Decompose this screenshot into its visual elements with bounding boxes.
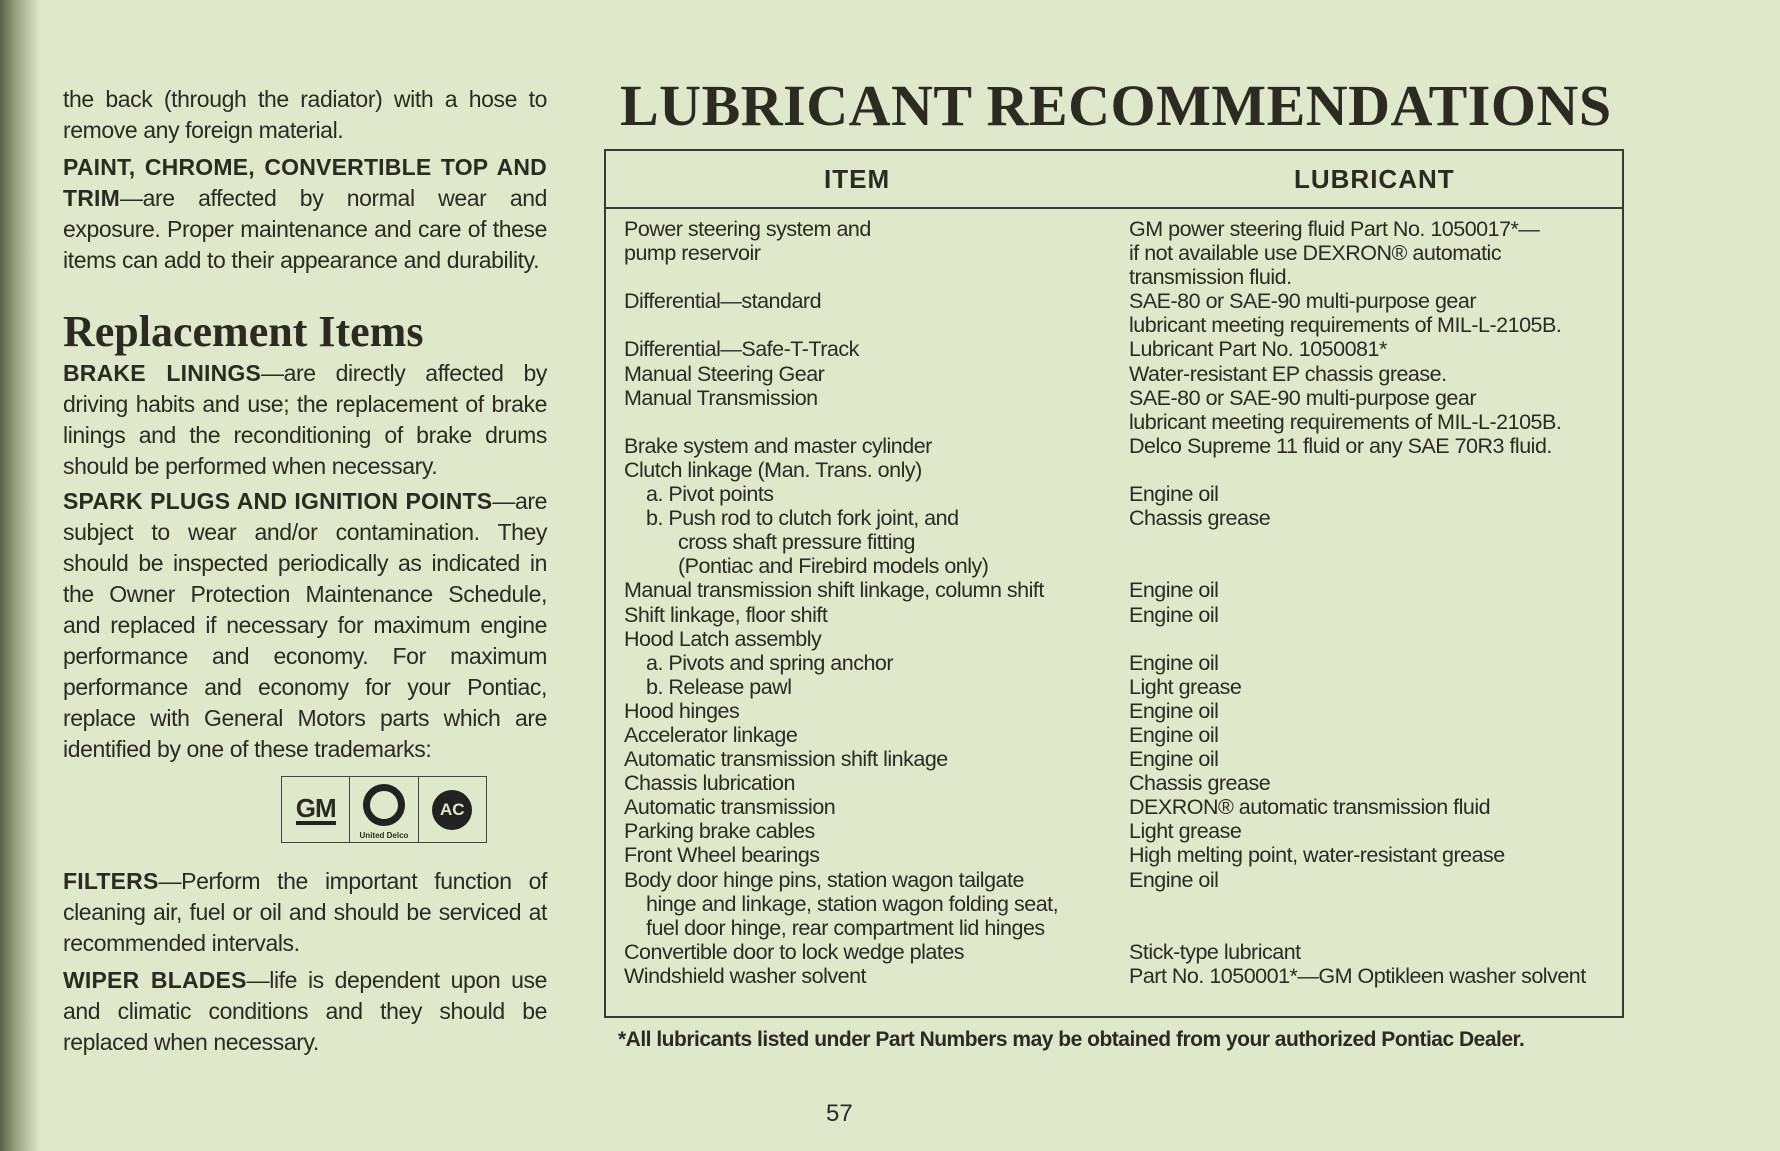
item-line: Chassis lubrication (624, 771, 795, 796)
lubricant-line: if not available use DEXRON® automatic (1129, 241, 1502, 266)
item-line: Hood Latch assembly (624, 626, 822, 651)
page-title: LUBRICANT RECOMMENDATIONS (620, 73, 1612, 138)
item-cell (624, 940, 1129, 964)
item-cell (624, 771, 1129, 795)
table-row (624, 843, 1612, 867)
item-cell (624, 386, 1129, 434)
item-line: Hood hinges (624, 698, 740, 723)
table-row (624, 964, 1612, 988)
item-cell (624, 458, 1129, 482)
lubricant-cell (1129, 603, 1612, 627)
page-binding-shadow (0, 0, 40, 1151)
item-cell (624, 362, 1129, 386)
item-cell (624, 723, 1129, 747)
lubricant-line: Engine oil (1129, 578, 1219, 603)
item-cell (624, 699, 1129, 723)
lubricant-cell (1129, 675, 1612, 699)
paragraph-continued: the back (through the radiator) with a hose to remove any foreign material. (63, 86, 547, 143)
lubricant-cell (1129, 819, 1612, 843)
item-line: Windshield washer solvent (624, 963, 867, 988)
body: —Perform the important function of cleaning air, fuel or oil and should be serviced at recommended intervals. (63, 868, 547, 956)
item-line: Manual transmission shift linkage, column shift (624, 578, 1044, 603)
table-row (624, 603, 1612, 627)
table-row (624, 434, 1612, 458)
lubricant-line: SAE-80 or SAE-90 multi-purpose gear (1129, 385, 1476, 410)
lubricant-line: Delco Supreme 11 fluid or any SAE 70R3 fluid. (1129, 433, 1552, 458)
table-row (624, 819, 1612, 843)
item-line: Differential—standard (624, 289, 822, 314)
item-line: pump reservoir (624, 241, 761, 266)
table-header (606, 151, 1622, 209)
item-line: Body door hinge pins, station wagon tailgate (624, 867, 1024, 892)
table-row (624, 386, 1612, 434)
lubricant-line: Lubricant Part No. 1050081* (1129, 337, 1387, 362)
column-header-lubricant: LUBRICANT (1294, 163, 1455, 194)
lubricant-cell (1129, 747, 1612, 771)
lubricant-cell (1129, 482, 1612, 506)
item-line: a. Pivot points (646, 482, 774, 507)
item-cell (624, 747, 1129, 771)
lubricant-cell (1129, 868, 1612, 940)
lubricant-cell (1129, 362, 1612, 386)
lubricant-line: High melting point, water-resistant grease (1129, 843, 1505, 868)
lubricant-line: Part No. 1050001*—GM Optikleen washer solvent (1129, 963, 1586, 988)
table-row (624, 771, 1612, 795)
table-row (624, 723, 1612, 747)
lubricant-line: transmission fluid. (1129, 265, 1292, 290)
paragraph-spark-plugs (63, 486, 547, 765)
item-cell (624, 819, 1129, 843)
item-line: (Pontiac and Firebird models only) (678, 554, 989, 579)
table-row (624, 362, 1612, 386)
table-row (624, 482, 1612, 506)
body: —are subject to wear and/or contamination. They should be inspected periodically as indicated in the Owner Protection Maintenance Schedule, and replaced if necessary for maximum engine performance and economy. For maximum performance and economy for your Pontiac, replace with General Motors parts which are identified by one of these trademarks: (63, 488, 547, 762)
lubricant-line: Water-resistant EP chassis grease. (1129, 361, 1447, 386)
lubricant-line: GM power steering fluid Part No. 1050017*— (1129, 217, 1540, 241)
item-cell (624, 603, 1129, 627)
item-line: b. Release pawl (646, 674, 792, 699)
gm-logo: GM (282, 777, 350, 842)
lubricant-cell (1129, 217, 1612, 289)
table-row (624, 868, 1612, 940)
lubricant-cell (1129, 458, 1612, 482)
item-cell (624, 964, 1129, 988)
lubricant-line: lubricant meeting requirements of MIL-L-2105B. (1129, 409, 1562, 434)
ac-logo: AC (419, 777, 486, 842)
item-cell (624, 627, 1129, 651)
lubricant-cell (1129, 506, 1612, 578)
lubricant-line: Engine oil (1129, 602, 1219, 627)
paragraph-paint-chrome (63, 152, 547, 276)
section-title: Replacement Items (63, 307, 424, 356)
item-line: fuel door hinge, rear compartment lid hinges (646, 915, 1045, 940)
lubricant-line: Engine oil (1129, 650, 1219, 675)
item-line: Accelerator linkage (624, 722, 798, 747)
lubricant-line: Engine oil (1129, 747, 1219, 772)
lubricant-line: Light grease (1129, 819, 1242, 844)
column-header-item: ITEM (824, 163, 891, 194)
item-cell (624, 506, 1129, 578)
lubricant-line: Engine oil (1129, 867, 1219, 892)
lubricant-line: Engine oil (1129, 722, 1219, 747)
table-row (624, 506, 1612, 578)
item-line: Convertible door to lock wedge plates (624, 939, 965, 964)
footnote: *All lubricants listed under Part Numbers may be obtained from your authorized Pontiac Dealer. (618, 1028, 1525, 1051)
table-row (624, 675, 1612, 699)
lubricant-cell (1129, 651, 1612, 675)
item-line: Manual Transmission (624, 385, 818, 410)
united-delco-ring-icon (363, 784, 405, 826)
lubricant-line: Chassis grease (1129, 506, 1271, 531)
table-body (624, 217, 1612, 988)
paragraph-brake-linings (63, 358, 547, 482)
page-number: 57 (826, 1100, 853, 1127)
lubricant-cell (1129, 771, 1612, 795)
lubricant-cell (1129, 940, 1612, 964)
table-row (624, 337, 1612, 361)
heading: PAINT, CHROME, CONVERTIBLE TOP AND TRIM (63, 154, 547, 211)
item-line: Brake system and master cylinder (624, 433, 932, 458)
item-cell (624, 337, 1129, 361)
lubricant-line: Light grease (1129, 674, 1242, 699)
table-row (624, 578, 1612, 602)
heading: BRAKE LININGS (63, 360, 262, 386)
table-row (624, 747, 1612, 771)
table-row (624, 940, 1612, 964)
lubricant-cell (1129, 627, 1612, 651)
item-line: Manual Steering Gear (624, 361, 825, 386)
item-line: Front Wheel bearings (624, 843, 820, 868)
lubricant-line: lubricant meeting requirements of MIL-L-2105B. (1129, 313, 1562, 338)
item-cell (624, 289, 1129, 337)
item-line: hinge and linkage, station wagon folding seat, (646, 891, 1059, 916)
item-line: cross shaft pressure fitting (678, 530, 915, 555)
lubricant-cell (1129, 795, 1612, 819)
united-delco-logo: United Delco (350, 777, 418, 842)
item-cell (624, 651, 1129, 675)
table-row (624, 699, 1612, 723)
lubricant-line: Chassis grease (1129, 771, 1271, 796)
item-cell (624, 675, 1129, 699)
lubricant-cell (1129, 723, 1612, 747)
table-row (624, 651, 1612, 675)
item-line: Shift linkage, floor shift (624, 602, 828, 627)
lubricant-cell (1129, 699, 1612, 723)
item-line: Clutch linkage (Man. Trans. only) (624, 457, 922, 482)
lubricant-cell (1129, 964, 1612, 988)
lubricant-cell (1129, 289, 1612, 337)
lubricant-cell (1129, 434, 1612, 458)
item-cell (624, 578, 1129, 602)
lubricant-line: DEXRON® automatic transmission fluid (1129, 795, 1491, 820)
body: —are affected by normal wear and exposure. Proper maintenance and care of these items can add to their appearance and durability. (63, 185, 547, 273)
item-cell (624, 868, 1129, 940)
table-row (624, 289, 1612, 337)
item-line: Parking brake cables (624, 819, 815, 844)
lubricant-line: SAE-80 or SAE-90 multi-purpose gear (1129, 289, 1476, 314)
item-cell (624, 795, 1129, 819)
lubricant-cell (1129, 386, 1612, 434)
item-line: Automatic transmission (624, 795, 836, 820)
item-cell (624, 843, 1129, 867)
lubricant-cell (1129, 337, 1612, 361)
item-line: a. Pivots and spring anchor (646, 650, 894, 675)
heading: FILTERS (63, 868, 159, 894)
lubricant-line: Engine oil (1129, 698, 1219, 723)
lubricant-table (604, 149, 1624, 1018)
item-line: Automatic transmission shift linkage (624, 747, 948, 772)
item-cell (624, 217, 1129, 289)
item-cell (624, 434, 1129, 458)
lubricant-line: Stick-type lubricant (1129, 939, 1301, 964)
table-row (624, 458, 1612, 482)
item-line: b. Push rod to clutch fork joint, and (646, 506, 959, 531)
table-row (624, 795, 1612, 819)
lubricant-line: Engine oil (1129, 482, 1219, 507)
heading: SPARK PLUGS AND IGNITION POINTS (63, 488, 493, 514)
paragraph-wiper-blades (63, 965, 547, 1058)
lubricant-cell (1129, 843, 1612, 867)
lubricant-cell (1129, 578, 1612, 602)
item-line: Differential—Safe-T-Track (624, 337, 859, 362)
body: —are directly affected by driving habits and use; the replacement of brake linings and the reconditioning of brake drums should be performed when necessary. (63, 360, 547, 479)
trademark-logos (281, 776, 487, 843)
item-cell (624, 482, 1129, 506)
heading: WIPER BLADES (63, 967, 247, 993)
body: —life is dependent upon use and climatic conditions and they should be replaced when necessary. (63, 967, 547, 1055)
table-row (624, 627, 1612, 651)
item-line: Power steering system and (624, 217, 871, 241)
table-row (624, 217, 1612, 289)
paragraph-filters (63, 866, 547, 959)
